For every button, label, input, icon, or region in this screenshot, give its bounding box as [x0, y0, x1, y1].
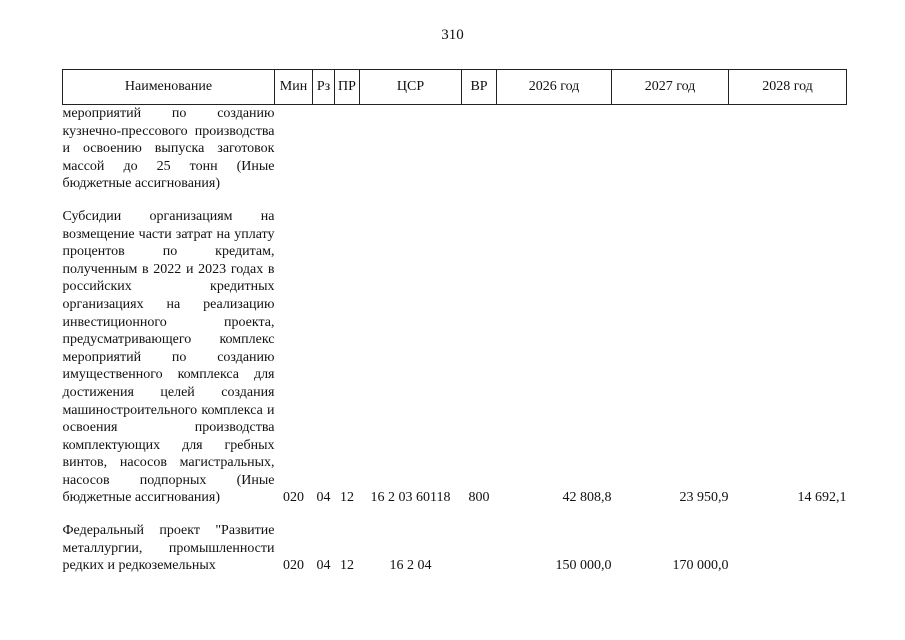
row-name: Федеральный проект "Развитие металлургии, промышленности редких и редкоземельных — [62, 523, 275, 574]
row-csr: 16 2 03 60118 — [370, 490, 451, 506]
row-rz: 04 — [316, 558, 331, 574]
row-pr: 12 — [340, 558, 354, 574]
row-2027: 23 950,9 — [679, 490, 729, 506]
page-number: 310 — [441, 27, 464, 43]
row-rz — [313, 105, 335, 193]
col-header-csr: ЦСР — [360, 70, 462, 105]
row-2028 — [729, 522, 847, 575]
row-2026: 150 000,0 — [555, 558, 612, 574]
col-header-vr: ВР — [462, 70, 497, 105]
row-spacer — [63, 507, 847, 522]
row-csr: 16 2 04 — [389, 558, 432, 574]
row-vr — [462, 522, 497, 575]
row-min — [275, 105, 313, 193]
row-min: 020 — [283, 558, 304, 574]
col-header-2026: 2026 год — [497, 70, 612, 105]
row-2026 — [497, 105, 612, 193]
table-row — [63, 522, 847, 575]
row-2028 — [729, 105, 847, 193]
table-row — [63, 105, 847, 193]
row-pr — [335, 105, 360, 193]
row-2028: 14 692,1 — [797, 490, 847, 506]
row-2027: 170 000,0 — [672, 558, 729, 574]
col-header-name: Наименование — [63, 70, 275, 105]
table-row — [63, 208, 847, 507]
col-header-2027: 2027 год — [612, 70, 729, 105]
row-vr — [462, 105, 497, 193]
col-header-2028: 2028 год — [729, 70, 847, 105]
row-csr — [360, 105, 462, 193]
row-name: мероприятий по созданию кузнечно-прессового производства и освоению выпуска заготовок массой до 25 тонн (Иные бюджетные ассигнования) — [62, 106, 275, 192]
row-pr: 12 — [340, 490, 354, 506]
row-min: 020 — [283, 490, 304, 506]
row-2027 — [612, 105, 729, 193]
col-header-min: Мин — [275, 70, 313, 105]
budget-table — [62, 69, 847, 575]
row-spacer — [63, 193, 847, 208]
col-header-rz: Рз — [313, 70, 335, 105]
row-rz: 04 — [316, 490, 331, 506]
col-header-pr: ПР — [335, 70, 360, 105]
row-vr: 800 — [468, 490, 490, 506]
table-header-row — [63, 70, 847, 105]
row-name: Субсидии организациям на возмещение части затрат на уплату процентов по кредитам, полученным в 2022 и 2023 годах в российских кредитных организациях на реализацию инвестиционного проекта, предусматривающего комплекс мероприятий по созданию имущественного комплекса для достижения целей создания машиностроительного комплекса и освоения производства комплектующих для гребных винтов, насосов магистральных, насосов подпорных (Иные бюджетные ассигнования) — [62, 208, 275, 506]
row-2026: 42 808,8 — [562, 490, 612, 506]
